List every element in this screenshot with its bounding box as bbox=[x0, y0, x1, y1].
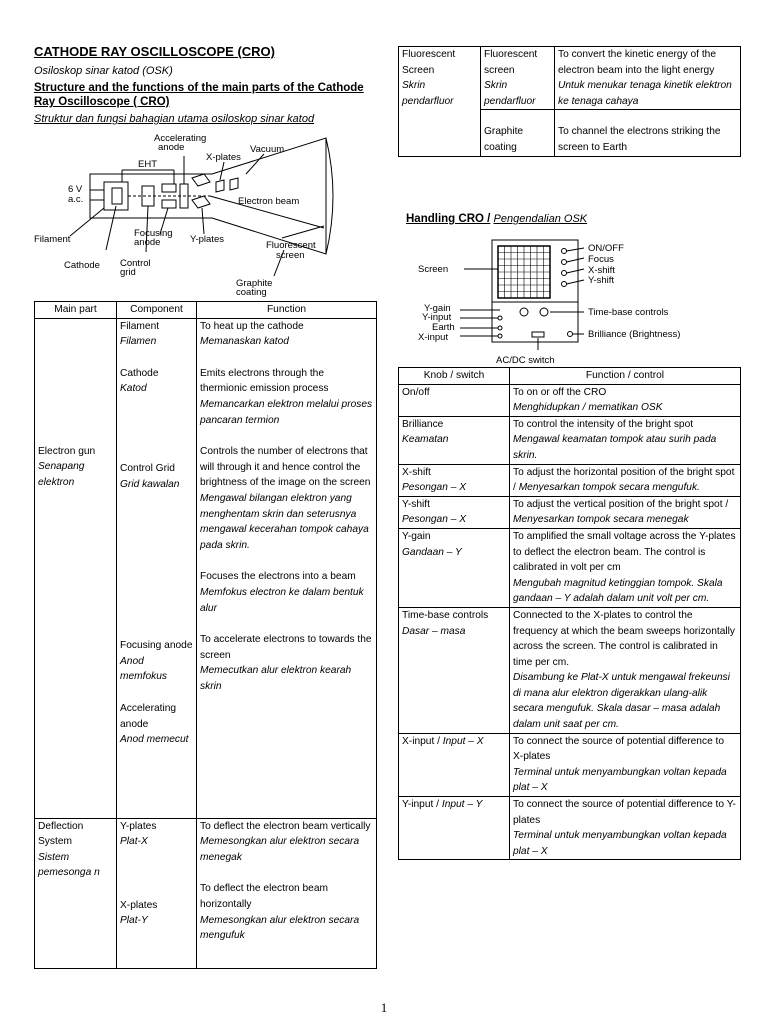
diagram-label-coating: coating bbox=[236, 287, 267, 298]
main-part-electron-gun: Electron gun bbox=[38, 445, 96, 457]
diagram-label-fluorescent: Fluorescent bbox=[266, 240, 316, 251]
knob-function-malay: Disambung ke Plat-X untuk mengawal frekeunsi di mana alur elektron digerakkan ulang-alik secara mengufuk. Skala dasar – masa adalah dalam unit saat per cm. bbox=[513, 672, 730, 731]
diagram-label-xplates: X-plates bbox=[206, 152, 241, 163]
function-control-grid: Controls the number of electrons that will through it and hence control the brightness of the image on the screen bbox=[200, 446, 371, 489]
knob-function-cell bbox=[510, 797, 741, 860]
knob-function-malay: Terminal untuk menyambungkan voltan kepada plat – X bbox=[513, 830, 727, 857]
component-accelerating-anode: Accelerating anode bbox=[120, 702, 177, 730]
panel-label-screen: Screen bbox=[418, 264, 449, 275]
component-focusing-anode: Focusing anode bbox=[120, 640, 193, 652]
knob-name: X-shift bbox=[402, 466, 431, 478]
component-filament-malay: Filamen bbox=[120, 336, 157, 348]
diagram-label-accelerating: Accelerating bbox=[154, 133, 207, 144]
function-accelerating-anode-malay: Memecutkan alur elektron kearah skrin bbox=[200, 665, 352, 692]
knob-name-malay: Input – Y bbox=[441, 799, 483, 811]
column-header: Function / control bbox=[510, 368, 741, 385]
knob-function: Connected to the X-plates to control the frequency at which the beam sweeps horizontally across the screen. The control is calibrated in time per cm. bbox=[513, 609, 735, 668]
knob-name-malay: Input – X bbox=[442, 735, 484, 747]
knob-function-cell bbox=[510, 464, 741, 496]
component-cathode-malay: Katod bbox=[120, 383, 147, 395]
knob-function-cell bbox=[510, 496, 741, 528]
function-xplates: To deflect the electron beam horizontally bbox=[200, 883, 328, 910]
knob-cell bbox=[399, 528, 510, 607]
component-cell bbox=[481, 47, 555, 110]
component-filament: Filament bbox=[120, 320, 160, 332]
main-part-fluorescent: Fluorescent Screen bbox=[402, 49, 456, 76]
knob-function: To amplified the small voltage across the Y-plates to deflect the electron beam. The control is calibrated in volt per cm bbox=[513, 530, 736, 574]
table-row bbox=[399, 528, 741, 607]
panel-label-acdc: AC/DC switch bbox=[496, 355, 555, 366]
main-part-fluorescent-malay: Skrin pendarfluor bbox=[402, 80, 454, 107]
main-part-cell bbox=[399, 47, 481, 157]
knob-function-malay: Menyesarkan tompok secara menegak bbox=[513, 514, 689, 526]
knob-function: To adjust the vertical position of the bright spot / bbox=[513, 498, 729, 510]
table-header-row bbox=[35, 302, 377, 319]
panel-label-xshift: X-shift bbox=[588, 265, 615, 276]
knob-function-malay: Menyesarkan tompok secara mengufuk. bbox=[518, 482, 700, 494]
panel-label-earth: Earth bbox=[432, 322, 455, 333]
knob-name: X-input / bbox=[402, 735, 440, 747]
cro-tube-diagram bbox=[34, 130, 376, 298]
function-fluorescent-screen-malay: Untuk menukar tenaga kinetik elektron ke tenaga cahaya bbox=[558, 80, 732, 107]
table-row bbox=[399, 416, 741, 464]
diagram-label-control: Control bbox=[120, 258, 151, 269]
function-xplates-malay: Memesongkan alur elektron secara mengufuk bbox=[200, 914, 360, 942]
table-row bbox=[399, 733, 741, 796]
table-row bbox=[35, 818, 377, 968]
function-yplates-malay: Memesongkan alur elektron secara menegak bbox=[200, 836, 360, 863]
component-xplates: X-plates bbox=[120, 899, 158, 911]
column-header: Function bbox=[197, 302, 377, 319]
cro-front-panel-diagram bbox=[398, 236, 740, 368]
diagram-label-fluorescent-screen: screen bbox=[276, 250, 305, 261]
panel-label-timebase: Time-base controls bbox=[588, 307, 669, 318]
diagram-label-6v: 6 V bbox=[68, 184, 83, 195]
diagram-label-filament: Filament bbox=[34, 234, 71, 245]
section-heading: Structure and the functions of the main parts of the Cathode Ray Oscilloscope ( CRO) bbox=[34, 82, 364, 108]
knob-name-malay: Pesongan – X bbox=[402, 514, 467, 526]
panel-label-yshift: Y-shift bbox=[588, 275, 615, 286]
component-control-grid-malay: Grid kawalan bbox=[120, 478, 180, 490]
function-focusing-anode: Focuses the electrons into a beam bbox=[200, 571, 356, 583]
function-accelerating-anode: To accelerate electrons to towards the screen bbox=[200, 634, 372, 661]
knob-function-malay: Menghidupkan / mematikan OSK bbox=[513, 402, 663, 414]
knob-cell bbox=[399, 384, 510, 416]
column-header: Knob / switch bbox=[399, 368, 510, 385]
knob-cell bbox=[399, 464, 510, 496]
knob-function-cell bbox=[510, 416, 741, 464]
panel-label-onoff: ON/OFF bbox=[588, 243, 624, 254]
diagram-label-ac: a.c. bbox=[68, 194, 84, 205]
table-row bbox=[399, 496, 741, 528]
component-fluorescent-screen: Fluorescent screen bbox=[484, 49, 538, 76]
function-cell bbox=[197, 318, 377, 818]
function-yplates: To deflect the electron beam vertically bbox=[200, 820, 371, 832]
knob-name-malay: Dasar – masa bbox=[402, 625, 466, 637]
panel-label-focus: Focus bbox=[588, 254, 614, 265]
knob-function-malay: Mengubah magnitud ketinggian tompok. Skala gandaan – Y adalah dalam unit volt per cm. bbox=[513, 577, 723, 605]
function-cell bbox=[555, 47, 741, 110]
knob-function-cell bbox=[510, 607, 741, 733]
component-xplates-malay: Plat-Y bbox=[120, 915, 148, 927]
function-control-grid-malay: Mengawal bilangan elektron yang menghentam skrin dan seterusnya mengawal kecerahan tompok cahaya pada skrin. bbox=[200, 492, 369, 551]
main-part-electron-gun-malay: Senapang elektron bbox=[38, 461, 85, 488]
function-fluorescent-screen: To convert the kinetic energy of the electron beam into the light energy bbox=[558, 49, 716, 76]
component-cell bbox=[117, 318, 197, 818]
component-fluorescent-screen-malay: Skrin pendarfluor bbox=[484, 80, 536, 107]
function-cathode-malay: Memancarkan elektron melalui proses pancaran termion bbox=[200, 398, 373, 426]
main-part-cell bbox=[35, 818, 117, 968]
panel-label-yinput: Y-input bbox=[422, 312, 452, 323]
function-graphite-coating: To channel the electrons striking the screen to Earth bbox=[558, 126, 721, 153]
diagram-label-accelerating-anode: anode bbox=[158, 142, 185, 153]
knob-function: To connect the source of potential difference to Y-plates bbox=[513, 799, 736, 826]
panel-label-xinput: X-input bbox=[418, 332, 449, 343]
diagram-label-cathode: Cathode bbox=[64, 260, 100, 271]
knob-name: On/off bbox=[402, 386, 430, 398]
knob-cell bbox=[399, 416, 510, 464]
knob-cell bbox=[399, 607, 510, 733]
knob-name: Brilliance bbox=[402, 418, 444, 430]
main-part-cell bbox=[35, 318, 117, 818]
component-cell bbox=[117, 818, 197, 968]
knob-name: Time-base controls bbox=[402, 609, 489, 621]
knob-name-malay: Gandaan – Y bbox=[402, 546, 462, 558]
function-cell bbox=[197, 818, 377, 968]
knob-function-malay: Terminal untuk menyambungkan voltan kepada plat – X bbox=[513, 766, 727, 794]
component-yplates: Y-plates bbox=[120, 820, 157, 832]
knob-function: To adjust the horizontal position of the bright spot / bbox=[513, 466, 735, 494]
function-cell bbox=[555, 110, 741, 156]
knob-name: Y-gain bbox=[402, 530, 431, 542]
knob-cell bbox=[399, 496, 510, 528]
knob-name: Y-shift bbox=[402, 498, 430, 510]
knob-name-malay: Pesongan – X bbox=[402, 482, 467, 494]
function-focusing-anode-malay: Memfokus electron ke dalam bentuk alur bbox=[200, 586, 364, 614]
column-header: Main part bbox=[35, 302, 117, 319]
knob-function-cell bbox=[510, 528, 741, 607]
panel-label-brilliance: Brilliance (Brightness) bbox=[588, 329, 681, 340]
panel-label-ygain: Y-gain bbox=[424, 303, 451, 314]
knob-function-table bbox=[398, 367, 741, 860]
diagram-label-graphite: Graphite bbox=[236, 278, 273, 289]
component-yplates-malay: Plat-X bbox=[120, 836, 148, 848]
knob-function-cell bbox=[510, 384, 741, 416]
table-row bbox=[399, 607, 741, 733]
function-filament-malay: Memanaskan katod bbox=[200, 336, 289, 348]
knob-function-malay: Mengawal keamatan tompok atau surih pada skrin. bbox=[513, 434, 717, 461]
main-parts-table bbox=[34, 301, 377, 969]
page-title-malay: Osiloskop sinar katod (OSK) bbox=[34, 65, 173, 77]
diagram-label-focusing-anode: anode bbox=[134, 237, 161, 248]
component-focusing-anode-malay: Anod memfokus bbox=[120, 655, 167, 683]
component-graphite-coating: Graphite coating bbox=[484, 126, 524, 153]
fluorescent-screen-table bbox=[398, 46, 741, 157]
knob-cell bbox=[399, 733, 510, 796]
page-title: CATHODE RAY OSCILLOSCOPE (CRO) bbox=[34, 44, 276, 59]
main-part-deflection: Deflection System bbox=[38, 820, 84, 848]
page-number: 1 bbox=[380, 1000, 388, 1015]
knob-function: To on or off the CRO bbox=[513, 386, 607, 398]
column-header: Component bbox=[117, 302, 197, 319]
diagram-label-vacuum: Vacuum bbox=[250, 144, 285, 155]
component-accelerating-anode-malay: Anod memecut bbox=[120, 734, 189, 746]
component-control-grid: Control Grid bbox=[120, 462, 175, 474]
component-cell bbox=[481, 110, 555, 156]
table-row bbox=[399, 384, 741, 416]
knob-cell bbox=[399, 797, 510, 860]
handling-title: Handling CRO / bbox=[406, 213, 491, 225]
diagram-label-focusing: Focusing bbox=[134, 228, 173, 239]
table-row bbox=[35, 318, 377, 818]
knob-function: To connect the source of potential difference to X-plates bbox=[513, 735, 725, 763]
main-part-deflection-malay: Sistem pemesonga n bbox=[38, 851, 100, 879]
diagram-label-grid: grid bbox=[120, 267, 136, 278]
table-row bbox=[399, 464, 741, 496]
table-header-row bbox=[399, 368, 741, 385]
knob-function-cell bbox=[510, 733, 741, 796]
table-row bbox=[399, 797, 741, 860]
diagram-label-electron-beam: Electron beam bbox=[238, 196, 300, 207]
function-cathode: Emits electrons through the thermionic emission process bbox=[200, 367, 329, 395]
table-row bbox=[399, 47, 741, 110]
diagram-label-eht: EHT bbox=[138, 159, 157, 170]
diagram-label-yplates: Y-plates bbox=[190, 234, 224, 245]
knob-name-malay: Keamatan bbox=[402, 434, 449, 446]
handling-title-malay: Pengendalian OSK bbox=[493, 213, 588, 225]
component-cathode: Cathode bbox=[120, 367, 159, 379]
function-filament: To heat up the cathode bbox=[200, 320, 304, 332]
section-heading-malay: Struktur dan fungsi bahagian utama osiloskop sinar katod bbox=[34, 113, 315, 125]
handling-heading bbox=[406, 213, 587, 225]
knob-function: To control the intensity of the bright spot bbox=[513, 418, 694, 430]
knob-name: Y-input / bbox=[402, 799, 440, 811]
